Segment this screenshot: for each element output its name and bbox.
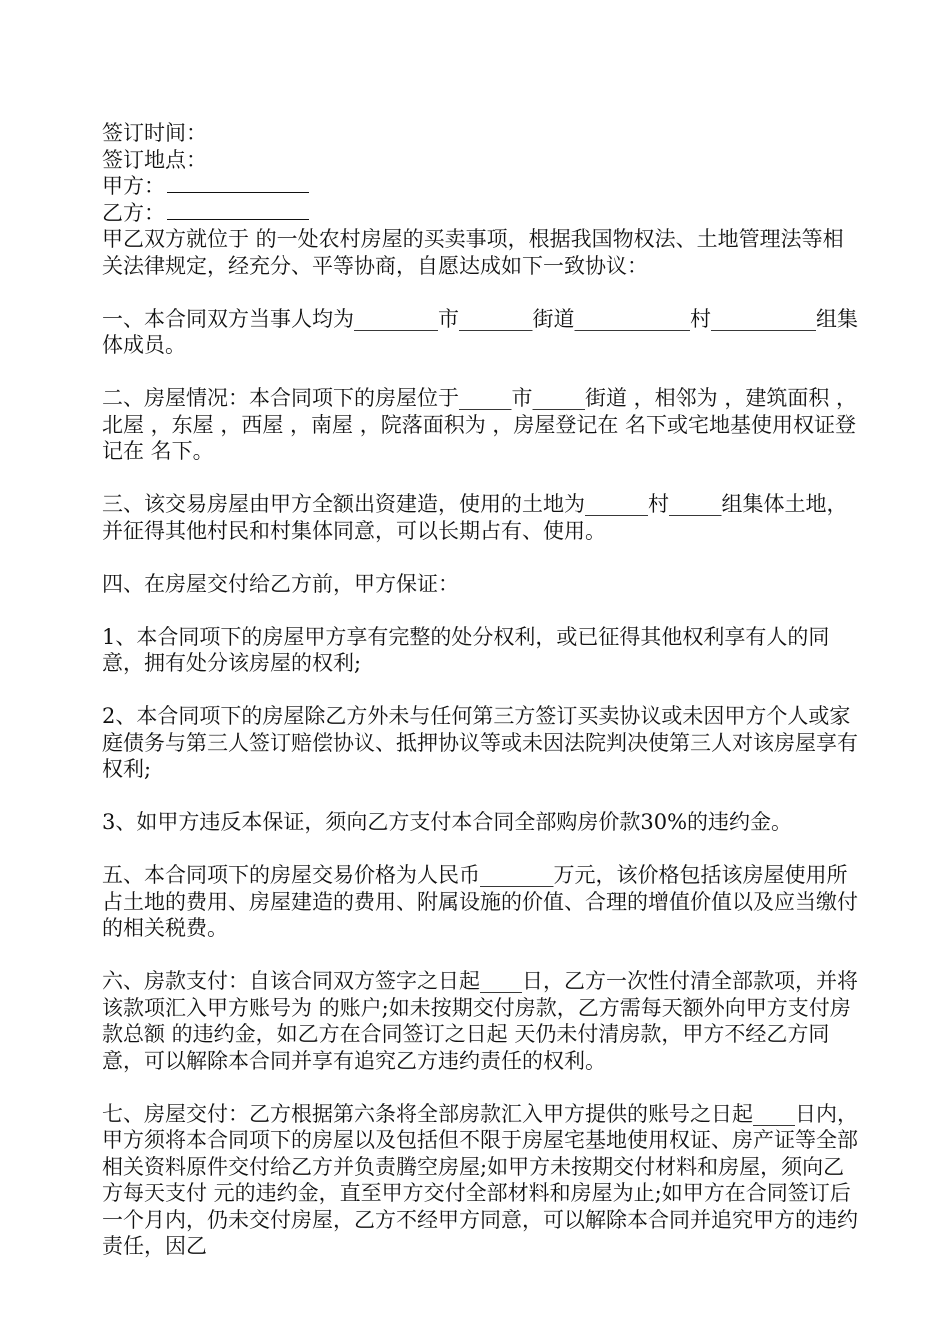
clause-7: 七、房屋交付：乙方根据第六条将全部房款汇入甲方提供的账号之日起____日内，甲方须将本合同项下的房屋以及包括但不限于房屋宅基地使用权证、房产证等全部相关资料原件交付给乙方并负责腾空房屋;如甲方未按期交付材料和房屋，须向乙方每天支付 元的违约金，直至甲方交付全部材料和房屋为止;如甲方在合同签订后一个月内，仍未交付房屋，乙方不经甲方同意，可以解除本合同并追究甲方的违约责任，因乙 [102,1101,858,1258]
party-a-field [102,173,862,200]
clause-4: 四、在房屋交付给乙方前，甲方保证： [102,571,459,596]
clause-4-item-3: 3、如甲方违反本保证，须向乙方支付本合同全部购房价款30%的违约金。 [102,810,793,834]
party-b-field [102,200,862,227]
clause-4-item-2: 2、本合同项下的房屋除乙方外未与任何第三方签订买卖协议或未因甲方个人或家庭债务与第三人签订赔偿协议、抵押协议等或未因法院判决使第三人对该房屋享有权利; [102,704,858,781]
clause-6: 六、房款支付：自该合同双方签字之日起____日，乙方一次性付清全部款项，并将该款项汇入甲方账号为 的账户;如未按期交付房款，乙方需每天额外向甲方支付房款总额 的违约金，如乙方在合同签订之日起 天仍未付清房款，甲方不经乙方同意，可以解除本合同并享有追究乙方违约责任的权利。 [102,969,858,1073]
party-b-label: 乙方： [102,200,165,225]
clause-3: 三、该交易房屋由甲方全额出资建造，使用的土地为______村_____组集体土地，并征得其他村民和村集体同意，可以长期占有、使用。 [102,492,848,543]
intro-paragraph: 甲乙双方就位于 的一处农村房屋的买卖事项，根据我国物权法、土地管理法等相关法律规定，经充分、平等协商，自愿达成如下一致协议： [102,227,844,278]
clause-1: 一、本合同双方当事人均为________市_______街道___________村__________组集体成员。 [102,306,858,357]
contract-document [102,120,862,1260]
party-a-label: 甲方： [102,174,165,198]
party-a-blank [167,174,309,193]
clause-2: 二、房屋情况：本合同项下的房屋位于_____市_____街道 ，相邻为 ，建筑面积 ，北屋 ，东屋 ，西屋 ，南屋 ，院落面积为 ，房屋登记在 名下或宅地基使用权证登记在 名下。 [102,386,858,463]
sign-time-label: 签订时间： [102,121,207,145]
clause-4-item-1: 1、本合同项下的房屋甲方享有完整的处分权利，或已征得其他权利享有人的同意，拥有处分该房屋的权利; [102,624,830,675]
party-b-blank [167,201,309,220]
sign-place-label: 签订地点： [102,147,207,172]
clause-5: 五、本合同项下的房屋交易价格为人民币_______万元，该价格包括该房屋使用所占土地的费用、房屋建造的费用、附属设施的价值、合理的增值价值以及应当缴付的相关税费。 [102,863,858,940]
